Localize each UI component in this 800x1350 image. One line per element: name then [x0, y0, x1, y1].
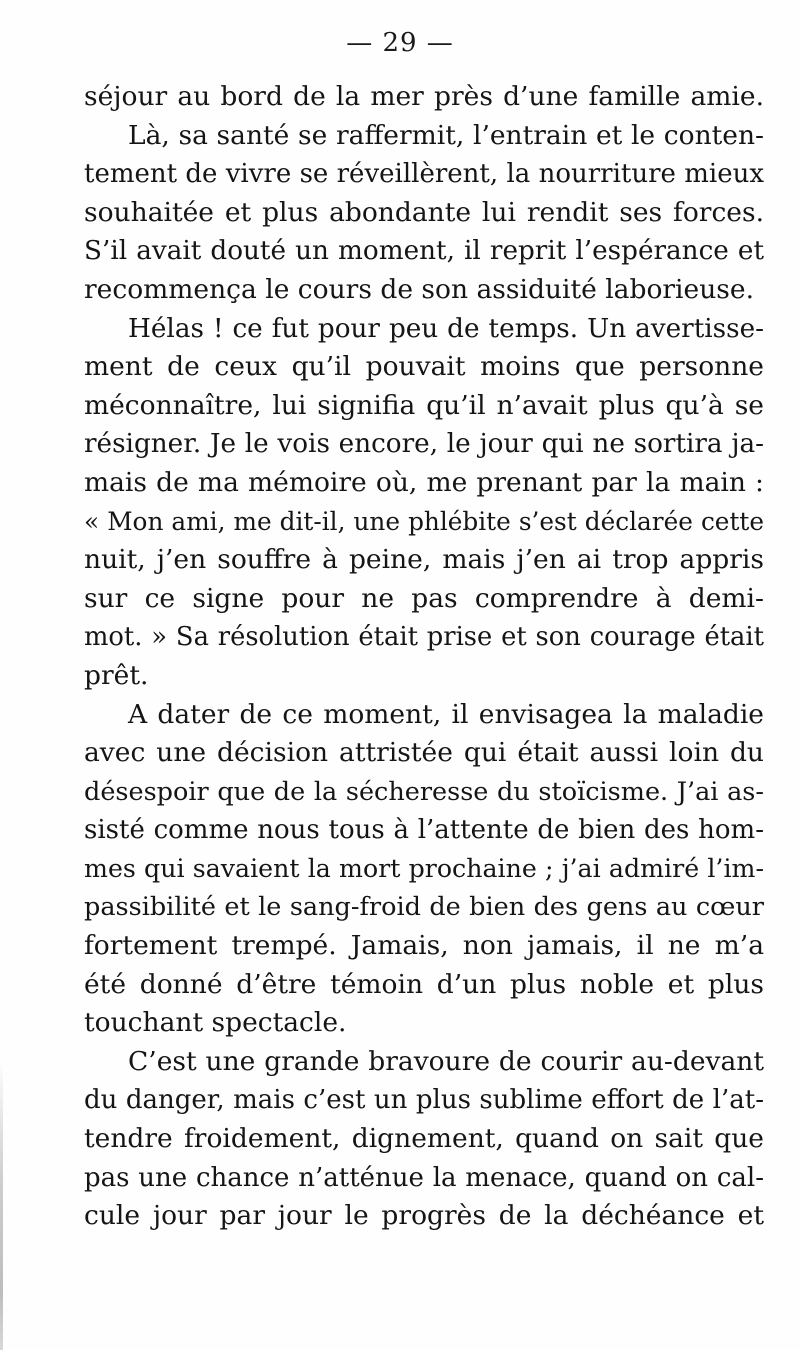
text-line: C’est une grande bravoure de courir au-devant [128, 1045, 764, 1077]
text-line: mot. » Sa résolution était prise et son courage était [84, 622, 764, 653]
text-line: touchant spectacle. [84, 1007, 347, 1039]
text-line: tement de vivre se réveillèrent, la nourriture mieux [84, 159, 764, 190]
text-line: sisté comme nous tous à l’attente de bien des hom- [84, 815, 764, 846]
text-line: mes qui savaient la mort prochaine ; j’ai admiré l’im- [84, 853, 764, 883]
text-line: S’il avait douté un moment, il reprit l’espérance et [84, 236, 764, 267]
text-line: résigner. Je le vois encore, le jour qui ne sortira ja- [84, 429, 764, 460]
text-line: cule jour par jour le progrès de la déchéance et [84, 1200, 764, 1232]
text-line: méconnaître, lui signifia qu’il n’avait plus qu’à se [84, 389, 764, 421]
text-line: souhaitée et plus abondante lui rendit ses forces. [84, 196, 764, 228]
text-line: désespoir que de la sécheresse du stoïcisme. J’ai as- [84, 776, 764, 807]
page-number: — 29 — [346, 28, 454, 58]
text-line: passibilité et le sang-froid de bien des gens au cœur [84, 892, 764, 923]
text-line: nuit, j’en souffre à peine, mais j’en ai trop appris [84, 544, 764, 576]
text-line: « Mon ami, me dit-il, une phlébite s’est déclarée cette [84, 506, 764, 536]
text-line: avec une décision attristée qui était aussi loin du [84, 737, 764, 769]
text-line: mais de ma mémoire où, me prenant par la main : [84, 466, 764, 498]
text-line: recommença le cours de son assiduité laborieuse. [84, 273, 754, 305]
text-line: été donné d’être témoin d’un plus noble et plus [84, 968, 764, 1000]
text-line: du danger, mais c’est un plus sublime effort de l’at- [84, 1085, 764, 1116]
page-edge-shadow [0, 1060, 3, 1350]
text-line: prêt. [84, 659, 149, 691]
text-line: séjour au bord de la mer près d’une famille amie. [84, 81, 764, 112]
text-line: ment de ceux qu’il pouvait moins que personne [84, 351, 764, 383]
text-line: Là, sa santé se raffermit, l’entrain et le conten- [128, 119, 764, 151]
text-line: tendre froidement, dignement, quand on sait que [84, 1123, 764, 1155]
text-line: sur ce signe pour ne pas comprendre à demi- [84, 582, 764, 614]
text-line: fortement trempé. Jamais, non jamais, il ne m’a [84, 930, 764, 962]
text-line: pas une chance n’atténue la menace, quand on cal- [84, 1162, 764, 1193]
text-line: Hélas ! ce fut pour peu de temps. Un avertisse- [128, 313, 764, 344]
text-line: A dater de ce moment, il envisagea la maladie [128, 698, 764, 730]
body-text [84, 78, 764, 1236]
